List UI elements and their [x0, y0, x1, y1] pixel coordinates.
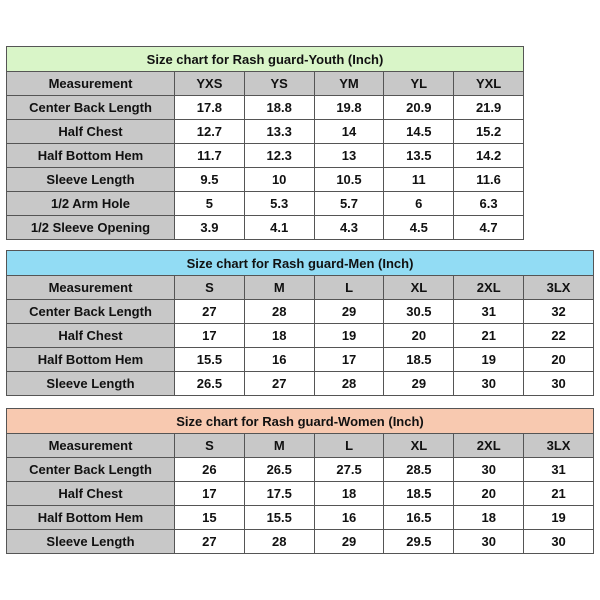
- table-cell: 18.8: [244, 96, 314, 120]
- table-row: [7, 96, 524, 120]
- table-row: [7, 216, 524, 240]
- header-cell: YXS: [175, 72, 245, 96]
- table-row: [7, 192, 524, 216]
- table-cell: 29: [314, 530, 384, 554]
- table-cell: 17: [175, 482, 245, 506]
- row-label: Sleeve Length: [7, 530, 175, 554]
- table-cell: 6.3: [454, 192, 524, 216]
- table-cell: 19: [524, 506, 594, 530]
- table-row: [7, 300, 594, 324]
- table-cell: 17: [175, 324, 245, 348]
- table-cell: 29: [384, 372, 454, 396]
- table-cell: 11: [384, 168, 454, 192]
- table-cell: 9.5: [175, 168, 245, 192]
- table-cell: 31: [454, 300, 524, 324]
- header-cell: YL: [384, 72, 454, 96]
- table-cell: 20: [384, 324, 454, 348]
- table-row: [7, 168, 524, 192]
- table-cell: 30.5: [384, 300, 454, 324]
- table-cell: 13.3: [244, 120, 314, 144]
- row-label: Half Chest: [7, 120, 175, 144]
- table-cell: 4.7: [454, 216, 524, 240]
- table-cell: 18: [244, 324, 314, 348]
- header-cell: Measurement: [7, 72, 175, 96]
- table-row: [7, 120, 524, 144]
- table-cell: 27: [175, 300, 245, 324]
- men-chart-title: Size chart for Rash guard-Men (Inch): [7, 251, 594, 276]
- men-header-row: [7, 276, 594, 300]
- table-cell: 21: [524, 482, 594, 506]
- table-cell: 20.9: [384, 96, 454, 120]
- table-cell: 18.5: [384, 482, 454, 506]
- table-cell: 4.5: [384, 216, 454, 240]
- header-cell: M: [244, 276, 314, 300]
- table-cell: 4.3: [314, 216, 384, 240]
- table-cell: 10.5: [314, 168, 384, 192]
- table-cell: 26: [175, 458, 245, 482]
- table-cell: 28: [244, 530, 314, 554]
- table-row: [7, 458, 594, 482]
- table-row: [7, 144, 524, 168]
- row-label: 1/2 Sleeve Opening: [7, 216, 175, 240]
- table-cell: 30: [454, 372, 524, 396]
- header-cell: XL: [384, 434, 454, 458]
- table-cell: 14.5: [384, 120, 454, 144]
- table-cell: 12.3: [244, 144, 314, 168]
- table-cell: 15.5: [175, 348, 245, 372]
- header-cell: YS: [244, 72, 314, 96]
- row-label: Sleeve Length: [7, 372, 175, 396]
- table-cell: 13: [314, 144, 384, 168]
- table-cell: 17.5: [244, 482, 314, 506]
- table-row: [7, 348, 594, 372]
- table-cell: 30: [524, 530, 594, 554]
- table-cell: 22: [524, 324, 594, 348]
- table-cell: 18: [314, 482, 384, 506]
- table-row: [7, 482, 594, 506]
- header-cell: 2XL: [454, 434, 524, 458]
- table-row: [7, 530, 594, 554]
- table-cell: 26.5: [244, 458, 314, 482]
- table-cell: 5.7: [314, 192, 384, 216]
- youth-size-chart: [6, 46, 524, 240]
- youth-chart-title: Size chart for Rash guard-Youth (Inch): [7, 47, 524, 72]
- table-cell: 12.7: [175, 120, 245, 144]
- header-cell: M: [244, 434, 314, 458]
- header-cell: L: [314, 434, 384, 458]
- header-cell: S: [175, 276, 245, 300]
- table-cell: 14: [314, 120, 384, 144]
- table-cell: 10: [244, 168, 314, 192]
- header-cell: 3LX: [524, 434, 594, 458]
- table-cell: 27: [244, 372, 314, 396]
- table-cell: 4.1: [244, 216, 314, 240]
- women-chart-title: Size chart for Rash guard-Women (Inch): [7, 409, 594, 434]
- header-cell: XL: [384, 276, 454, 300]
- header-cell: 3LX: [524, 276, 594, 300]
- header-cell: Measurement: [7, 276, 175, 300]
- table-cell: 16.5: [384, 506, 454, 530]
- header-cell: Measurement: [7, 434, 175, 458]
- header-cell: YXL: [454, 72, 524, 96]
- row-label: Half Chest: [7, 324, 175, 348]
- table-cell: 28: [314, 372, 384, 396]
- row-label: Center Back Length: [7, 300, 175, 324]
- table-cell: 28: [244, 300, 314, 324]
- table-cell: 30: [454, 530, 524, 554]
- table-row: [7, 324, 594, 348]
- table-cell: 16: [314, 506, 384, 530]
- row-label: Half Bottom Hem: [7, 144, 175, 168]
- table-cell: 19: [454, 348, 524, 372]
- table-cell: 11.6: [454, 168, 524, 192]
- table-cell: 29.5: [384, 530, 454, 554]
- table-cell: 21.9: [454, 96, 524, 120]
- table-cell: 15.5: [244, 506, 314, 530]
- row-label: Center Back Length: [7, 458, 175, 482]
- table-cell: 20: [524, 348, 594, 372]
- table-cell: 15.2: [454, 120, 524, 144]
- table-cell: 14.2: [454, 144, 524, 168]
- table-row: [7, 372, 594, 396]
- row-label: Half Chest: [7, 482, 175, 506]
- table-cell: 19.8: [314, 96, 384, 120]
- table-cell: 11.7: [175, 144, 245, 168]
- table-cell: 13.5: [384, 144, 454, 168]
- men-size-chart: [6, 250, 594, 396]
- table-row: [7, 506, 594, 530]
- table-cell: 27.5: [314, 458, 384, 482]
- youth-size-table: [6, 46, 524, 240]
- row-label: Half Bottom Hem: [7, 348, 175, 372]
- youth-header-row: [7, 72, 524, 96]
- table-cell: 5: [175, 192, 245, 216]
- table-cell: 32: [524, 300, 594, 324]
- row-label: Sleeve Length: [7, 168, 175, 192]
- header-cell: YM: [314, 72, 384, 96]
- table-cell: 5.3: [244, 192, 314, 216]
- header-cell: S: [175, 434, 245, 458]
- table-cell: 15: [175, 506, 245, 530]
- table-cell: 30: [454, 458, 524, 482]
- women-header-row: [7, 434, 594, 458]
- table-cell: 27: [175, 530, 245, 554]
- header-cell: 2XL: [454, 276, 524, 300]
- table-cell: 18.5: [384, 348, 454, 372]
- table-cell: 3.9: [175, 216, 245, 240]
- table-cell: 17.8: [175, 96, 245, 120]
- table-cell: 19: [314, 324, 384, 348]
- table-cell: 20: [454, 482, 524, 506]
- table-cell: 17: [314, 348, 384, 372]
- header-cell: L: [314, 276, 384, 300]
- women-size-table: [6, 408, 594, 554]
- table-cell: 18: [454, 506, 524, 530]
- table-cell: 31: [524, 458, 594, 482]
- table-cell: 28.5: [384, 458, 454, 482]
- table-cell: 6: [384, 192, 454, 216]
- men-size-table: [6, 250, 594, 396]
- women-size-chart: [6, 408, 594, 554]
- row-label: Center Back Length: [7, 96, 175, 120]
- table-cell: 30: [524, 372, 594, 396]
- table-cell: 21: [454, 324, 524, 348]
- table-cell: 16: [244, 348, 314, 372]
- table-cell: 26.5: [175, 372, 245, 396]
- row-label: Half Bottom Hem: [7, 506, 175, 530]
- row-label: 1/2 Arm Hole: [7, 192, 175, 216]
- table-cell: 29: [314, 300, 384, 324]
